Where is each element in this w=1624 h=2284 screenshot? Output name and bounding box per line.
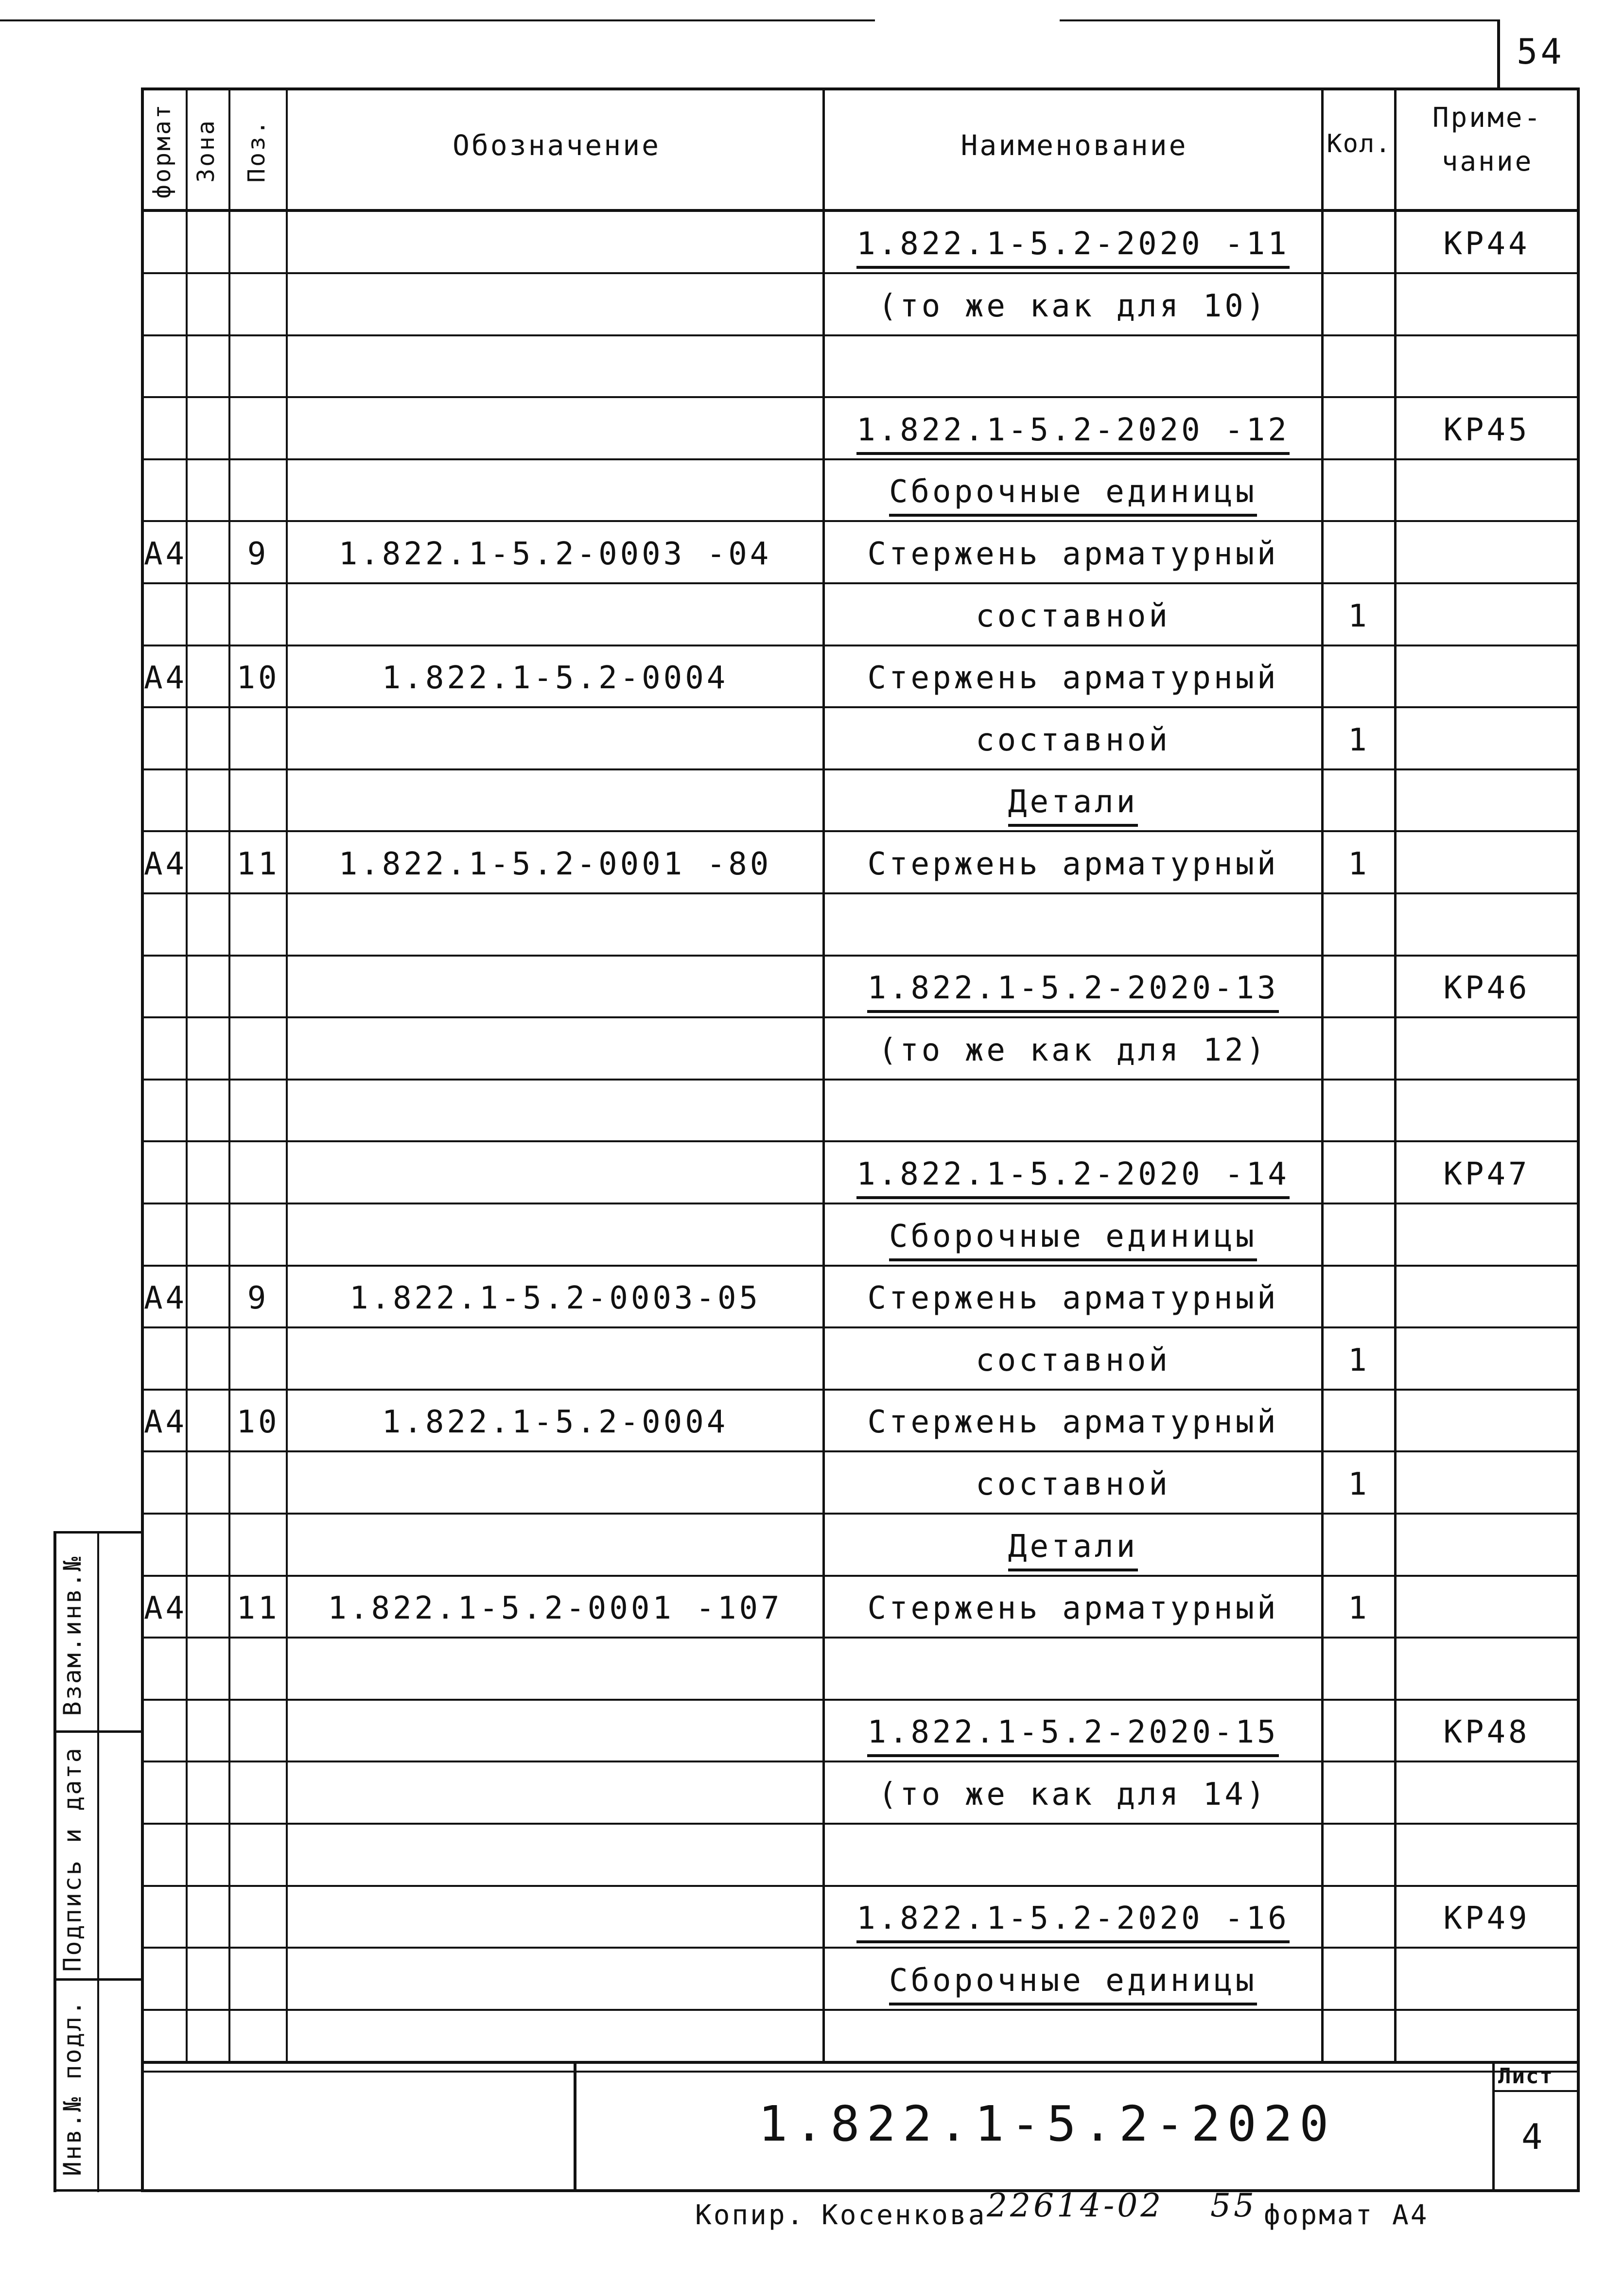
table-row	[0, 2010, 1624, 2073]
table-row	[0, 212, 1624, 274]
cell-name	[825, 474, 1321, 510]
cell-qty: 1	[1348, 1466, 1370, 1502]
underlined-name: 1.822.1-5.2-2020-13	[867, 970, 1278, 1013]
cell-note: КР49	[1443, 1900, 1530, 1936]
cell-format: А4	[144, 536, 188, 572]
cell-pos: 9	[247, 536, 269, 572]
cell-format: А4	[144, 846, 188, 882]
cell-name: (то же как для 12)	[878, 1032, 1268, 1068]
cell-name	[825, 1219, 1321, 1255]
table-row	[0, 770, 1624, 832]
footer-format-label: формат А4	[1264, 2199, 1429, 2231]
cell-pos: 11	[236, 1590, 280, 1626]
header-note-line1: Приме-	[1432, 102, 1543, 134]
underlined-name: Сборочные единицы	[889, 1963, 1257, 2005]
table-row	[0, 1886, 1624, 1949]
table-row	[0, 832, 1624, 894]
cell-name: Стержень арматурный	[867, 536, 1279, 572]
cell-note: КР47	[1443, 1156, 1530, 1192]
cell-format: А4	[144, 1404, 188, 1440]
cell-designation: 1.822.1-5.2-0004	[382, 1404, 729, 1440]
header-position: Поз.	[243, 119, 270, 183]
cell-name: Стержень арматурный	[867, 1404, 1279, 1440]
cell-name: Стержень арматурный	[867, 846, 1279, 882]
cell-name	[825, 1529, 1321, 1565]
cell-format: А4	[144, 1590, 188, 1626]
footer-copy-label: Копир.	[695, 2199, 805, 2231]
cell-pos: 10	[236, 1404, 280, 1440]
table-row	[0, 460, 1624, 522]
table-row	[0, 894, 1624, 957]
cell-name	[825, 1714, 1321, 1750]
table-row	[0, 1452, 1624, 1515]
cell-format: А4	[144, 1280, 188, 1316]
cell-name	[825, 970, 1321, 1006]
stamp-replace-inv: Взам.инв.№	[58, 1555, 87, 1716]
underlined-name: Детали	[1008, 1529, 1138, 1571]
table-row	[0, 1949, 1624, 2011]
cell-format: А4	[144, 660, 188, 696]
table-row	[0, 398, 1624, 460]
cell-name	[825, 1156, 1321, 1192]
cell-name	[825, 228, 1321, 260]
header-format: формат	[149, 103, 176, 199]
table-row	[0, 1080, 1624, 1142]
underlined-name: 1.822.1-5.2-2020 -12	[856, 412, 1290, 455]
cell-note: КР46	[1443, 970, 1530, 1006]
table-row	[0, 274, 1624, 336]
cell-designation: 1.822.1-5.2-0003 -04	[338, 536, 772, 572]
cell-note: КР45	[1443, 412, 1530, 448]
table-row	[0, 1018, 1624, 1081]
cell-designation: 1.822.1-5.2-0001 -80	[338, 846, 772, 882]
underlined-name: 1.822.1-5.2-2020 -14	[856, 1156, 1290, 1199]
table-row	[0, 584, 1624, 646]
header-name: Наименование	[960, 129, 1188, 162]
sheet-label: Лист	[1498, 2064, 1554, 2089]
cell-name	[825, 1963, 1321, 1999]
cell-name: составной	[976, 1343, 1170, 1378]
underlined-name: 1.822.1-5.2-2020 -11	[856, 226, 1290, 269]
table-row	[0, 522, 1624, 584]
table-row	[0, 708, 1624, 770]
sheet-number: 4	[1521, 2116, 1546, 2157]
cell-qty: 1	[1348, 598, 1370, 634]
footer-handwritten-number: 55	[1210, 2187, 1257, 2224]
cell-name: (то же как для 14)	[878, 1777, 1268, 1813]
cell-qty: 1	[1348, 846, 1370, 882]
table-row	[0, 1825, 1624, 1887]
cell-name: составной	[976, 1466, 1170, 1502]
cell-name	[825, 1900, 1321, 1936]
underlined-name: Сборочные единицы	[889, 474, 1257, 517]
cell-name: Стержень арматурный	[867, 1590, 1279, 1626]
table-row	[0, 1576, 1624, 1639]
header-zone: Зона	[192, 119, 220, 183]
cell-name	[825, 412, 1321, 448]
cell-qty: 1	[1348, 722, 1370, 758]
header-designation: Обозначение	[452, 129, 661, 162]
page-number: 54	[1517, 31, 1565, 72]
table-row	[0, 1390, 1624, 1452]
table-row	[0, 956, 1624, 1018]
stamp-signature-date: Подпись и дата	[58, 1746, 87, 1972]
table-row	[0, 1266, 1624, 1328]
table-row	[0, 1142, 1624, 1204]
header-note-line2: чание	[1441, 146, 1534, 177]
document-code: 1.822.1-5.2-2020	[758, 2095, 1336, 2152]
table-row	[0, 1204, 1624, 1267]
row-divider	[144, 2071, 1577, 2073]
cell-name: составной	[976, 598, 1170, 634]
cell-pos: 10	[236, 660, 280, 696]
cell-designation: 1.822.1-5.2-0004	[382, 660, 729, 696]
table-row	[0, 1328, 1624, 1391]
table-row	[0, 646, 1624, 708]
cell-name	[825, 786, 1321, 818]
footer-copier-name: Косенкова	[821, 2199, 987, 2231]
cell-qty: 1	[1348, 1343, 1370, 1378]
table-row	[0, 1639, 1624, 1701]
cell-qty: 1	[1348, 1590, 1370, 1626]
cell-note: КР48	[1443, 1714, 1530, 1750]
underlined-name: 1.822.1-5.2-2020-15	[867, 1714, 1278, 1757]
footer-handwritten-code: 22614-02	[987, 2187, 1164, 2224]
underlined-name: Сборочные единицы	[889, 1219, 1257, 1261]
cell-pos: 9	[247, 1280, 269, 1316]
table-row	[0, 336, 1624, 398]
cell-note: КР44	[1443, 226, 1530, 262]
underlined-name: 1.822.1-5.2-2020 -16	[856, 1900, 1290, 1943]
table-row	[0, 1515, 1624, 1577]
underlined-name: Детали	[1008, 784, 1138, 827]
cell-name: составной	[976, 722, 1170, 758]
cell-name: Стержень арматурный	[867, 660, 1279, 696]
stamp-inv-original: Инв.№ подл.	[58, 1999, 87, 2177]
cell-name: Стержень арматурный	[867, 1280, 1279, 1316]
cell-designation: 1.822.1-5.2-0001 -107	[328, 1590, 783, 1626]
table-row	[0, 1700, 1624, 1762]
header-quantity: Кол.	[1327, 129, 1392, 158]
cell-name: (то же как для 10)	[878, 288, 1268, 324]
table-row	[0, 1762, 1624, 1825]
cell-designation: 1.822.1-5.2-0003-05	[349, 1280, 761, 1316]
cell-pos: 11	[236, 846, 280, 882]
